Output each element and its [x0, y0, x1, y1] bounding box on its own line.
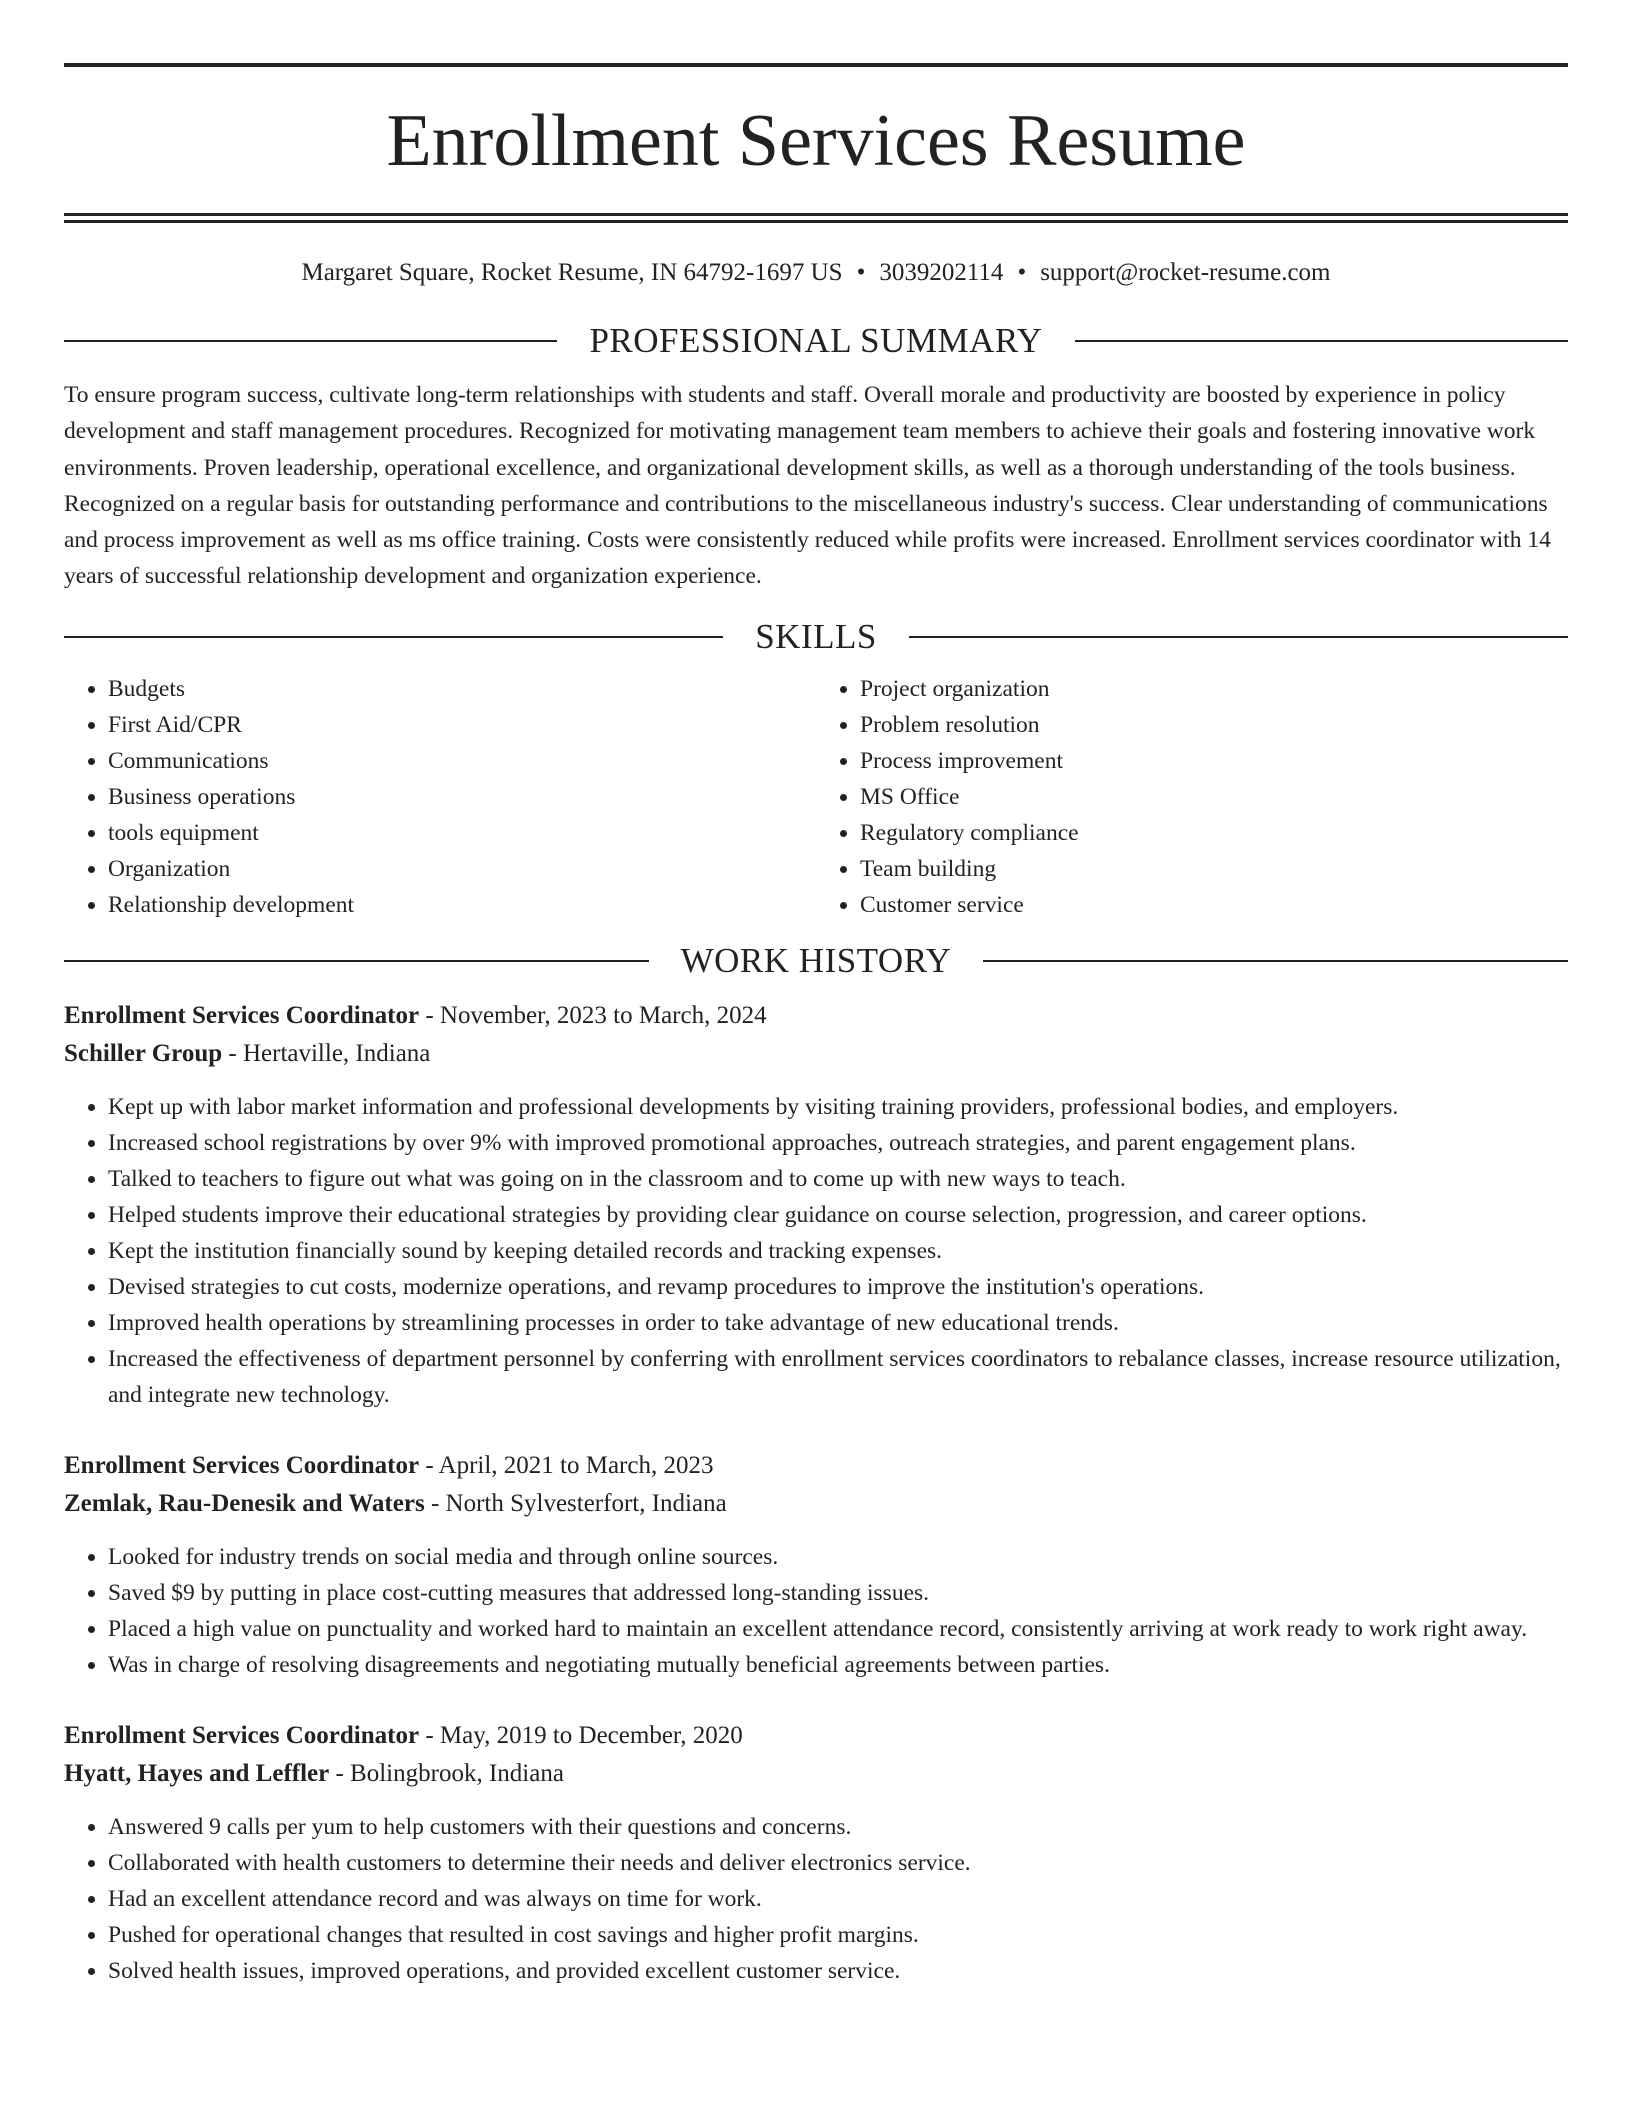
divider-line	[64, 960, 649, 962]
job-bullets	[64, 1089, 1568, 1413]
skill-item: • tools equipment	[108, 815, 816, 851]
divider-line	[1075, 340, 1568, 342]
job-dates: - May, 2019 to December, 2020	[419, 1721, 743, 1749]
job-bullet: • Pushed for operational changes that resulted in cost savings and higher profit margins.	[108, 1917, 1568, 1953]
skill-item: • Budgets	[108, 671, 816, 707]
job-dates: - November, 2023 to March, 2024	[419, 1001, 767, 1029]
job-location: - North Sylvesterfort, Indiana	[424, 1489, 727, 1517]
divider-line	[983, 960, 1568, 962]
contact-address: Margaret Square, Rocket Resume, IN 64792-1697 US	[301, 259, 843, 286]
job-bullet: • Increased school registrations by over 9% with improved promotional approaches, outreach strategies, and parent engagement plans.	[108, 1125, 1568, 1161]
job-bullet: • Solved health issues, improved operations, and provided excellent customer service.	[108, 1953, 1568, 1989]
skill-item: • Communications	[108, 743, 816, 779]
job-bullet: • Helped students improve their educational strategies by providing clear guidance on course selection, progression, and career options.	[108, 1197, 1568, 1233]
contact-phone[interactable]: 3039202114	[879, 259, 1004, 286]
job-entry	[64, 1447, 1568, 1683]
contact-separator: •	[1017, 259, 1027, 286]
skills-heading: SKILLS	[755, 616, 877, 656]
job-title: Enrollment Services Coordinator	[64, 1451, 420, 1479]
skills-columns	[64, 671, 1568, 923]
job-title-line	[64, 1447, 1568, 1485]
skill-item: • Business operations	[108, 779, 816, 815]
job-company: Zemlak, Rau-Denesik and Waters	[64, 1489, 425, 1517]
skills-heading-row	[64, 617, 1568, 657]
job-entry	[64, 997, 1568, 1413]
job-entry	[64, 1717, 1568, 1989]
skill-item: • Problem resolution	[860, 707, 1568, 743]
job-bullet: • Answered 9 calls per yum to help customers with their questions and concerns.	[108, 1809, 1568, 1845]
divider-line	[64, 636, 723, 638]
job-company-line	[64, 1485, 1568, 1523]
skill-item: • Customer service	[860, 887, 1568, 923]
job-company-line	[64, 1035, 1568, 1073]
skill-item: • Project organization	[860, 671, 1568, 707]
skill-item: • Team building	[860, 851, 1568, 887]
job-company: Schiller Group	[64, 1039, 223, 1067]
job-bullets	[64, 1539, 1568, 1683]
job-bullet: • Was in charge of resolving disagreements and negotiating mutually beneficial agreements between parties.	[108, 1647, 1568, 1683]
skill-item: • Organization	[108, 851, 816, 887]
job-bullets	[64, 1809, 1568, 1989]
summary-heading: PROFESSIONAL SUMMARY	[589, 321, 1043, 360]
job-bullet: • Talked to teachers to figure out what was going on in the classroom and to come up with new ways to teach.	[108, 1161, 1568, 1197]
job-bullet: • Saved $9 by putting in place cost-cutting measures that addressed long-standing issues.	[108, 1575, 1568, 1611]
job-location: - Bolingbrook, Indiana	[329, 1759, 564, 1787]
summary-heading-row	[64, 321, 1568, 361]
job-title-line	[64, 1717, 1568, 1755]
job-bullet: • Increased the effectiveness of department personnel by conferring with enrollment services coordinators to rebalance classes, increase resource utilization, and integrate new technology.	[108, 1341, 1568, 1413]
job-bullet: • Improved health operations by streamlining processes in order to take advantage of new educational trends.	[108, 1305, 1568, 1341]
job-bullet: • Kept the institution financially sound by keeping detailed records and tracking expenses.	[108, 1233, 1568, 1269]
contact-email[interactable]: support@rocket-resume.com	[1040, 259, 1331, 286]
skill-item: • Regulatory compliance	[860, 815, 1568, 851]
job-bullet: • Placed a high value on punctuality and worked hard to maintain an excellent attendance record, consistently arriving at work ready to work right away.	[108, 1611, 1568, 1647]
job-title: Enrollment Services Coordinator	[64, 1001, 420, 1029]
job-bullet: • Kept up with labor market information and professional developments by visiting training providers, professional bodies, and employers.	[108, 1089, 1568, 1125]
divider-line	[64, 340, 557, 342]
top-rule	[64, 63, 1568, 67]
skills-list-right	[816, 671, 1568, 923]
title-double-rule	[64, 213, 1568, 223]
work-heading-row	[64, 941, 1568, 981]
contact-line	[64, 258, 1568, 288]
job-bullet: • Had an excellent attendance record and was always on time for work.	[108, 1881, 1568, 1917]
work-heading: WORK HISTORY	[680, 940, 952, 980]
resume-title: Enrollment Services Resume	[386, 100, 1246, 182]
job-dates: - April, 2021 to March, 2023	[419, 1451, 714, 1479]
job-company-line	[64, 1755, 1568, 1793]
job-company: Hyatt, Hayes and Leffler	[64, 1759, 330, 1787]
job-bullet: • Looked for industry trends on social media and through online sources.	[108, 1539, 1568, 1575]
summary-text: To ensure program success, cultivate long-term relationships with students and staff. Overall morale and productivity are boosted by experience in policy development and staff management procedures. Recognized for motivating management team members to achieve their goals and fostering innovative work environments. Proven leadership, operational excellence, and organizational development skills, as well as a thorough understanding of the tools business. Recognized on a regular basis for outstanding performance and contributions to the miscellaneous industry's success. Clear understanding of communications and process improvement as well as ms office training. Costs were consistently reduced while profits were increased. Enrollment services coordinator with 14 years of successful relationship development and organization experience.	[64, 382, 1551, 590]
job-location: - Hertaville, Indiana	[222, 1039, 431, 1067]
job-bullet: • Collaborated with health customers to determine their needs and deliver electronics service.	[108, 1845, 1568, 1881]
contact-separator: •	[856, 259, 866, 286]
skill-item: • MS Office	[860, 779, 1568, 815]
skill-item: • First Aid/CPR	[108, 707, 816, 743]
job-title-line	[64, 997, 1568, 1035]
job-bullet: • Devised strategies to cut costs, modernize operations, and revamp procedures to improve the institution's operations.	[108, 1269, 1568, 1305]
job-title: Enrollment Services Coordinator	[64, 1721, 420, 1749]
divider-line	[909, 636, 1568, 638]
skill-item: • Process improvement	[860, 743, 1568, 779]
skills-list-left	[64, 671, 816, 923]
skill-item: • Relationship development	[108, 887, 816, 923]
work-history	[64, 997, 1568, 1989]
